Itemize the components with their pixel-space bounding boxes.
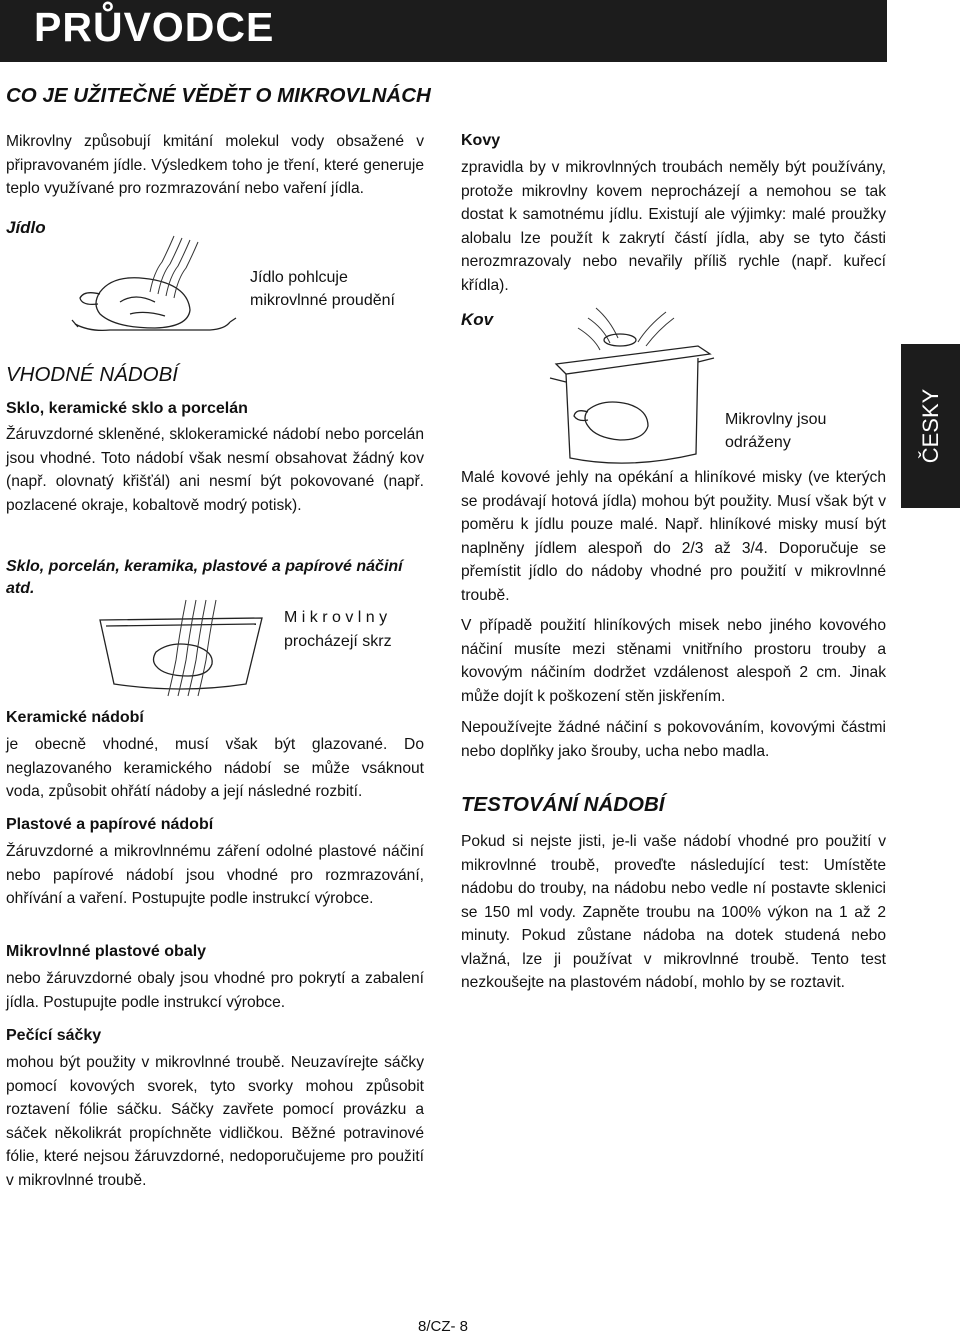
metal-pot-illustration (548, 298, 718, 473)
language-tab-label: ČESKY (917, 388, 943, 464)
page-number: 8/CZ- 8 (418, 1318, 469, 1335)
page-title: PRŮVODCE (34, 4, 275, 50)
metal-label: Kov (461, 310, 494, 329)
chicken-icon (96, 278, 190, 328)
food-absorbs-illustration (70, 232, 250, 337)
food-absorbs-caption (250, 266, 395, 312)
caption-line: M i k r o v l n y (284, 609, 388, 626)
wrap-title: Mikrovlnné plastové obaly (6, 943, 207, 960)
section-heading-microwaves: CO JE UŽITEČNÉ VĚDĚT O MIKROVLNÁCH (6, 84, 431, 107)
dish-passes-illustration (96, 600, 266, 700)
metals-paragraph: zpravidla by v mikrovlnných troubách neměly být používány, protože mikrovlny kovem neprocházejí a nemohou se tak dostat k samotnému jídlu. Existují ale výjimky: malé proužky alobalu lze použít k zakrytí částí jídla, aby se tyto části nerozmrazovaly nebo nevařily příliš rychle (např. kuřecí křídla). (461, 159, 886, 294)
chicken-icon (585, 402, 648, 440)
caption-line: odráženy (725, 434, 791, 451)
intro-paragraph: Mikrovlny způsobují kmitání molekul vody obsažené v připravovaném jídle. Výsledkem toho je tření, které generuje teplo využívané pro rozmrazování nebo vaření jídla. (6, 133, 424, 197)
plastic-paragraph: Žáruvzdorné a mikrovlnnému záření odolné plastové náčiní nebo papírové nádobí jsou vhodné pro rozmrazování, ohřívání a vaření. Postupujte podle instrukcí výrobce. (6, 843, 424, 907)
plastic-title: Plastové a papírové nádobí (6, 816, 214, 833)
wrap-paragraph: nebo žáruvzdorné obaly jsou vhodné pro pokrytí a zabalení jídla. Postupujte podle instrukcí výrobce. (6, 970, 424, 1011)
plate-icon (75, 322, 230, 330)
no-metal-parts-paragraph: Nepoužívejte žádné náčiní s pokovováním, kovovými částmi nebo doplňky jako šrouby, ucha nebo madla. (461, 719, 886, 760)
caption-line: Jídlo pohlcuje (250, 269, 348, 286)
glass-title: Sklo, keramické sklo a porcelán (6, 400, 248, 417)
metal-distance-paragraph: V případě použití hliníkových misek nebo jiného kovového náčiní musíte mezi stěnami vnitřního prostoru trouby a kovovým náčiním dodržet vzdálenost alespoň 2 cm. Jinak může dojít k poškození stěn jiskřením. (461, 617, 886, 705)
bags-paragraph: mohou být použity v mikrovlnné troubě. Neuzavírejte sáčky pomocí kovových svorek, tyto svorky mohou způsobit roztavení fólie sáčku. Sáčky zavřete pomocí provázku a sáček několikrát propíchněte vidličkou. Běžné potravinové fólie, které nejsou žáruvzdorné, nedoporučujeme pro použití v mikrovlnné troubě. (6, 1054, 424, 1189)
caption-line: mikrovlnné proudění (250, 292, 395, 309)
glass-paragraph: Žáruvzdorné skleněné, sklokeramické nádobí nebo porcelán jsou vhodné. Toto nádobí však nesmí obsahovat žádný kov (např. olovnatý křišťál) ani nesmí být pokovované (např. pozlacené okraje, kobaltově modrý potisk). (6, 426, 424, 514)
reflected-caption (725, 408, 826, 454)
pot-icon (566, 358, 698, 463)
section-heading-dishes: VHODNÉ NÁDOBÍ (6, 363, 178, 386)
food-label: Jídlo (6, 218, 46, 237)
lid-icon (556, 346, 710, 374)
transparent-materials-heading: Sklo, porcelán, keramika, plastové a papírové náčiní atd. (6, 558, 403, 597)
aluminium-trays-paragraph: Malé kovové jehly na opékání a hliníkové misky (ve kterých se prodávají hotová jídla) mohou být použity. Musí však být v poměru k jídlu pouze malé. Např. hliníkové misky musí být naplněny jídlem alespoň do 2/3 až 3/4. Doporučuje se přemístit jídlo do nádoby vhodné pro použití v mikrovlnné troubě. (461, 469, 886, 604)
section-heading-testing: TESTOVÁNÍ NÁDOBÍ (461, 793, 665, 816)
testing-paragraph: Pokud si nejste jisti, je-li vaše nádobí vhodné pro použití v mikrovlnné troubě, proveďte následující test: Umístěte nádobu do trouby, na nádobu nebo vedle ní postavte sklenici se 150 ml vody. Zapněte troubu na 100% výkon na 1 až 2 minuty. Pokud zůstane nádoba na dotek studená nebo vlažná, lze ji používat v mikrovlnné troubě. Tento test nezkoušejte na plastovém nádobí, mohlo by se roztavit. (461, 833, 886, 991)
metals-title: Kovy (461, 132, 501, 149)
ceramic-paragraph: je obecně vhodné, musí však být glazované. Do neglazovaného keramického nádobí se může vsáknout voda, způsobit ohřátí nádoby a její následné rozbití. (6, 736, 424, 800)
caption-line: procházejí skrz (284, 633, 392, 650)
caption-line: Mikrovlny jsou (725, 411, 827, 428)
microwave-waves-icon (150, 236, 198, 298)
microwave-waves-icon (168, 600, 216, 696)
reflected-waves-icon (578, 308, 674, 350)
pass-through-caption (284, 606, 392, 654)
bags-title: Pečící sáčky (6, 1027, 102, 1044)
language-tab (901, 344, 960, 508)
ceramic-title: Keramické nádobí (6, 709, 144, 726)
